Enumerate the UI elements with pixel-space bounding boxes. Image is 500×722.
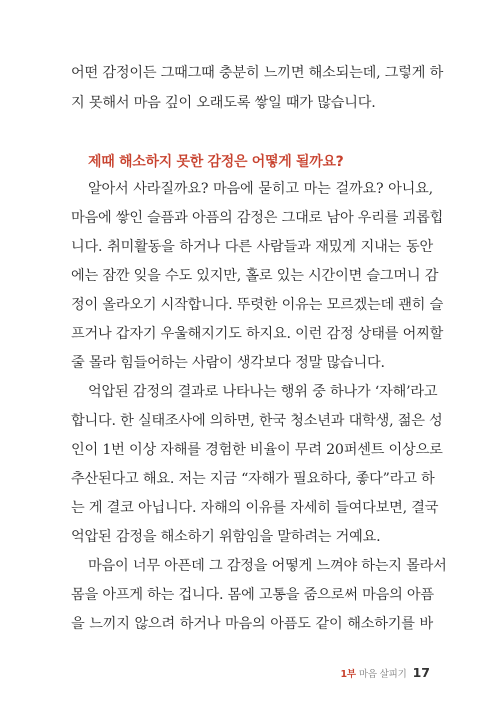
intro-line: 지 못해서 마음 깊이 오래도록 쌓일 때가 많습니다. [71,95,376,111]
body-line: 추산된다고 해요. 저는 지금 “자해가 필요하다, 좋다”라고 하 [71,471,435,487]
section-heading: 제때 해소하지 못한 감정은 어떻게 될까요? [88,154,344,170]
footer-section-label: 1부 [340,669,356,680]
body-line: 억압된 감정을 해소하기 위함임을 말하려는 거예요. [71,529,381,545]
body-line: 줄 몰라 힘들어하는 사람이 생각보다 정말 많습니다. [71,355,385,371]
body-line: 을 느끼지 않으려 하거나 마음의 아픔도 같이 해소하기를 바 [71,616,433,632]
body-line: 는 게 결코 아닙니다. 자해의 이유를 자세히 들여다보면, 결국 [71,500,439,516]
body-line: 몸을 아프게 하는 겁니다. 몸에 고통을 줌으로써 마음의 아픔 [71,587,434,603]
body-line: 니다. 취미활동을 하거나 다른 사람들과 재밌게 지내는 동안 [71,239,433,255]
page-footer [340,665,430,680]
body-line: 알아서 사라질까요? 마음에 묻히고 마는 걸까요? 아니요, [88,181,433,197]
body-line: 마음이 너무 아픈데 그 감정을 어떻게 느껴야 하는지 몰라서 [88,558,447,574]
body-line: 프거나 갑자기 우울해지기도 하지요. 이런 감정 상태를 어찌할 [71,326,444,342]
page-number: 17 [412,665,430,680]
body-line: 억압된 감정의 결과로 나타나는 행위 중 하나가 ‘자해’라고 [88,384,438,400]
footer-chapter-title: 마음 살피기 [358,669,407,680]
body-line: 에는 잠깐 잊을 수도 있지만, 홀로 있는 시간이면 슬그머니 감 [71,268,439,284]
body-line: 인이 1번 이상 자해를 경험한 비율이 무려 20퍼센트 이상으로 [71,442,443,458]
body-line: 마음에 쌓인 슬픔과 아픔의 감정은 그대로 남아 우리를 괴롭힙 [71,210,444,226]
body-line: 정이 올라오기 시작합니다. 뚜렷한 이유는 모르겠는데 괜히 슬 [71,297,444,313]
intro-line: 어떤 감정이든 그때그때 충분히 느끼면 해소되는데, 그렇게 하 [71,65,444,81]
body-line: 합니다. 한 실태조사에 의하면, 한국 청소년과 대학생, 젊은 성 [71,413,443,429]
